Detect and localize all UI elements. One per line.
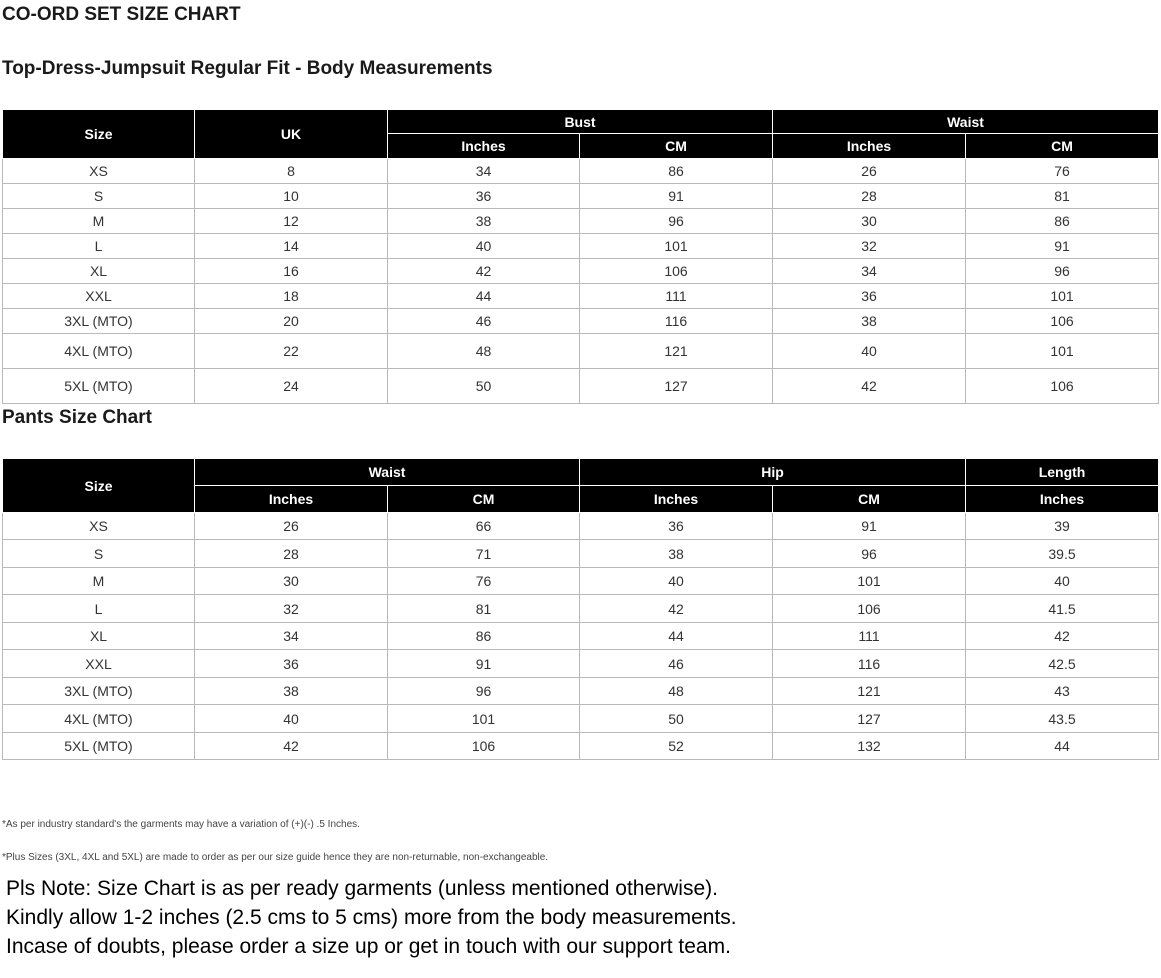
value-cell: 10 (195, 184, 388, 209)
value-cell: 111 (773, 623, 966, 650)
value-cell: 101 (966, 284, 1159, 309)
value-cell: 96 (773, 540, 966, 568)
header-waist: Waist (195, 459, 580, 486)
size-cell: XXL (3, 284, 195, 309)
size-cell: XL (3, 623, 195, 650)
header-hip-inches: Inches (580, 486, 773, 513)
value-cell: 43 (966, 678, 1159, 705)
value-cell: 44 (966, 733, 1159, 760)
value-cell: 50 (388, 369, 580, 404)
value-cell: 91 (388, 650, 580, 678)
value-cell: 106 (388, 733, 580, 760)
value-cell: 121 (773, 678, 966, 705)
value-cell: 96 (388, 678, 580, 705)
value-cell: 76 (388, 568, 580, 595)
value-cell: 28 (195, 540, 388, 568)
header-bust-cm: CM (580, 134, 773, 159)
value-cell: 40 (195, 705, 388, 733)
value-cell: 42 (966, 623, 1159, 650)
value-cell: 48 (388, 334, 580, 369)
value-cell: 20 (195, 309, 388, 334)
value-cell: 91 (580, 184, 773, 209)
value-cell: 36 (773, 284, 966, 309)
header-length-inches: Inches (966, 486, 1159, 513)
header-bust-inches: Inches (388, 134, 580, 159)
value-cell: 96 (580, 209, 773, 234)
table-row (3, 595, 1159, 623)
value-cell: 38 (388, 209, 580, 234)
value-cell: 96 (966, 259, 1159, 284)
value-cell: 39.5 (966, 540, 1159, 568)
value-cell: 101 (580, 234, 773, 259)
size-cell: 4XL (MTO) (3, 334, 195, 369)
size-cell: S (3, 540, 195, 568)
value-cell: 32 (195, 595, 388, 623)
table-row (3, 733, 1159, 760)
note-line-1: Pls Note: Size Chart is as per ready garments (unless mentioned otherwise). (6, 877, 718, 900)
value-cell: 52 (580, 733, 773, 760)
note-line-2: Kindly allow 1-2 inches (2.5 cms to 5 cms) more from the body measurements. (6, 906, 737, 929)
value-cell: 127 (580, 369, 773, 404)
header-waist-cm: CM (966, 134, 1159, 159)
table-row (3, 705, 1159, 733)
value-cell: 34 (388, 159, 580, 184)
value-cell: 39 (966, 513, 1159, 540)
table-row (3, 334, 1159, 369)
value-cell: 44 (580, 623, 773, 650)
value-cell: 38 (580, 540, 773, 568)
size-cell: M (3, 568, 195, 595)
value-cell: 46 (580, 650, 773, 678)
pants-table-heading: Pants Size Chart (2, 407, 152, 428)
value-cell: 36 (195, 650, 388, 678)
size-cell: XS (3, 513, 195, 540)
value-cell: 91 (966, 234, 1159, 259)
header-waist: Waist (773, 110, 1159, 134)
value-cell: 8 (195, 159, 388, 184)
size-cell: XS (3, 159, 195, 184)
value-cell: 30 (773, 209, 966, 234)
variation-note: *As per industry standard's the garments may have a variation of (+)(-) .5 Inches. (2, 819, 360, 830)
top-table-heading: Top-Dress-Jumpsuit Regular Fit - Body Measurements (2, 58, 493, 79)
size-cell: 5XL (MTO) (3, 733, 195, 760)
value-cell: 42 (580, 595, 773, 623)
value-cell: 81 (966, 184, 1159, 209)
value-cell: 86 (966, 209, 1159, 234)
value-cell: 121 (580, 334, 773, 369)
value-cell: 116 (773, 650, 966, 678)
top-size-table (2, 109, 1159, 404)
size-cell: L (3, 234, 195, 259)
value-cell: 86 (580, 159, 773, 184)
table-row (3, 159, 1159, 184)
size-cell: S (3, 184, 195, 209)
value-cell: 36 (388, 184, 580, 209)
value-cell: 38 (773, 309, 966, 334)
table-row (3, 513, 1159, 540)
value-cell: 76 (966, 159, 1159, 184)
value-cell: 42 (773, 369, 966, 404)
size-cell: L (3, 595, 195, 623)
value-cell: 106 (966, 369, 1159, 404)
value-cell: 106 (773, 595, 966, 623)
value-cell: 34 (773, 259, 966, 284)
header-waist-inches: Inches (773, 134, 966, 159)
header-bust: Bust (388, 110, 773, 134)
value-cell: 132 (773, 733, 966, 760)
value-cell: 34 (195, 623, 388, 650)
value-cell: 42.5 (966, 650, 1159, 678)
page-title: CO-ORD SET SIZE CHART (2, 4, 241, 25)
table-row (3, 284, 1159, 309)
table-row (3, 209, 1159, 234)
value-cell: 36 (580, 513, 773, 540)
header-length: Length (966, 459, 1159, 486)
value-cell: 66 (388, 513, 580, 540)
note-line-3: Incase of doubts, please order a size up or get in touch with our support team. (6, 935, 731, 958)
header-waist-inches: Inches (195, 486, 388, 513)
value-cell: 14 (195, 234, 388, 259)
header-hip: Hip (580, 459, 966, 486)
header-size: Size (3, 459, 195, 513)
value-cell: 43.5 (966, 705, 1159, 733)
value-cell: 16 (195, 259, 388, 284)
value-cell: 40 (966, 568, 1159, 595)
value-cell: 116 (580, 309, 773, 334)
size-cell: 4XL (MTO) (3, 705, 195, 733)
plus-sizes-note: *Plus Sizes (3XL, 4XL and 5XL) are made to order as per our size guide hence they are non-returnable, non-exchangeable. (2, 852, 549, 863)
value-cell: 24 (195, 369, 388, 404)
value-cell: 48 (580, 678, 773, 705)
value-cell: 26 (773, 159, 966, 184)
header-waist-cm: CM (388, 486, 580, 513)
header-hip-cm: CM (773, 486, 966, 513)
value-cell: 127 (773, 705, 966, 733)
table-row (3, 650, 1159, 678)
table-row (3, 309, 1159, 334)
value-cell: 101 (388, 705, 580, 733)
table-row (3, 540, 1159, 568)
size-cell: M (3, 209, 195, 234)
table-row (3, 678, 1159, 705)
value-cell: 40 (388, 234, 580, 259)
value-cell: 38 (195, 678, 388, 705)
value-cell: 40 (773, 334, 966, 369)
table-row (3, 234, 1159, 259)
size-cell: XXL (3, 650, 195, 678)
size-cell: 3XL (MTO) (3, 309, 195, 334)
size-cell: XL (3, 259, 195, 284)
pants-size-table (2, 458, 1159, 760)
value-cell: 86 (388, 623, 580, 650)
value-cell: 44 (388, 284, 580, 309)
value-cell: 106 (580, 259, 773, 284)
value-cell: 111 (580, 284, 773, 309)
value-cell: 41.5 (966, 595, 1159, 623)
value-cell: 42 (195, 733, 388, 760)
table-row (3, 623, 1159, 650)
value-cell: 30 (195, 568, 388, 595)
table-row (3, 184, 1159, 209)
value-cell: 50 (580, 705, 773, 733)
table-row (3, 369, 1159, 404)
value-cell: 40 (580, 568, 773, 595)
value-cell: 42 (388, 259, 580, 284)
value-cell: 26 (195, 513, 388, 540)
value-cell: 81 (388, 595, 580, 623)
size-cell: 5XL (MTO) (3, 369, 195, 404)
table-row (3, 568, 1159, 595)
size-cell: 3XL (MTO) (3, 678, 195, 705)
value-cell: 101 (773, 568, 966, 595)
value-cell: 46 (388, 309, 580, 334)
value-cell: 22 (195, 334, 388, 369)
value-cell: 106 (966, 309, 1159, 334)
header-uk: UK (195, 110, 388, 159)
value-cell: 18 (195, 284, 388, 309)
value-cell: 28 (773, 184, 966, 209)
table-row (3, 259, 1159, 284)
value-cell: 101 (966, 334, 1159, 369)
value-cell: 12 (195, 209, 388, 234)
value-cell: 32 (773, 234, 966, 259)
header-size: Size (3, 110, 195, 159)
value-cell: 91 (773, 513, 966, 540)
value-cell: 71 (388, 540, 580, 568)
